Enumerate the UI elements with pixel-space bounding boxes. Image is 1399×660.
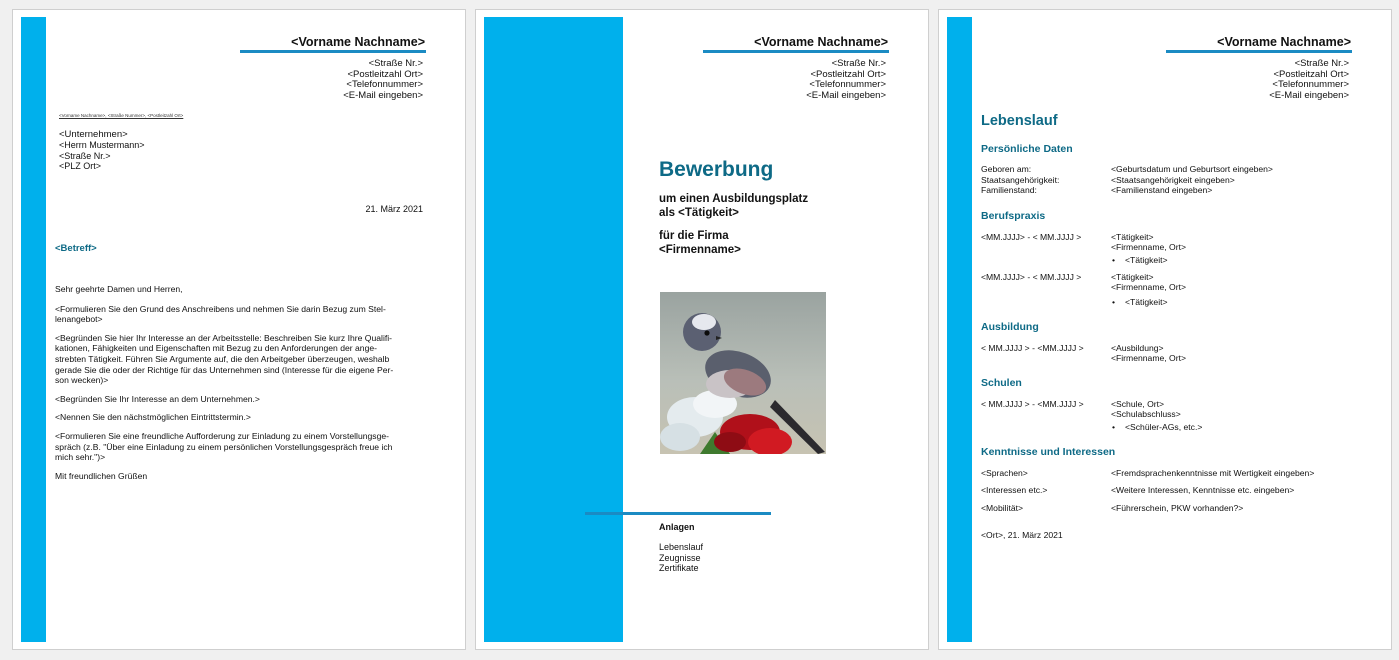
cv-signature-line: <Ort>, 21. März 2021 <box>981 530 1063 540</box>
recipient-block <box>59 130 145 172</box>
page-cover-letter <box>12 9 466 650</box>
postal-city: <Postleitzahl Ort> <box>347 68 423 80</box>
experience-title: <Tätigkeit> <box>1111 232 1154 242</box>
experience-bullet: • <Tätigkeit> <box>1125 255 1168 265</box>
skills-label: <Interessen etc.> <box>981 485 1048 495</box>
phone: <Telefonnummer> <box>809 79 886 90</box>
paragraph: <Begründen Sie hier Ihr Interesse an der Arbeitsstelle: Beschreiben Sie kurz Ihre Qualifi- kationen, Fähigkeiten und Eigenschaften mit Bezug zu den Anforderungen der ange- strebten Tätigkeit. Führen Sie Argumente auf, die den Arbeitgeber überzeugen, weshalb gerade Sie die oder der Richtige für das Unternehmen sind (Interesse für die eigene Per- son wecken)> <box>55 332 394 386</box>
paragraph: <Begründen Sie Ihr Interesse an dem Unternehmen.> <box>55 393 260 404</box>
education-place: <Firmenname, Ort> <box>1111 353 1186 363</box>
section-personal-heading: Persönliche Daten <box>981 143 1073 155</box>
section-education-heading: Ausbildung <box>981 321 1039 333</box>
header-rule <box>240 50 426 53</box>
email: <E-Mail eingeben> <box>806 89 886 101</box>
education-title: <Ausbildung> <box>1111 343 1164 353</box>
attachments-rule <box>585 512 771 515</box>
cover-title: Bewerbung <box>659 158 774 181</box>
letter-body <box>55 284 430 489</box>
attachment-item: Zeugnisse <box>659 552 701 563</box>
recipient-street: <Straße Nr.> <box>59 150 111 161</box>
section-experience-heading: Berufspraxis <box>981 210 1046 222</box>
header-rule <box>703 50 889 53</box>
school-bullet: • <Schüler-AGs, etc.> <box>1125 422 1202 432</box>
attachment-item: Zertifikate <box>659 563 699 573</box>
experience-bullet: • <Tätigkeit> <box>1125 297 1168 307</box>
experience-place: <Firmenname, Ort> <box>1111 282 1186 292</box>
blue-stripe <box>947 17 972 642</box>
postal-city: <Postleitzahl Ort> <box>1273 68 1349 80</box>
skills-label: <Sprachen> <box>981 468 1028 478</box>
page-cover-sheet <box>475 9 929 650</box>
paragraph: <Formulieren Sie den Grund des Anschreibens und nehmen Sie darin Bezug zum Stel- lenangebot> <box>55 303 386 325</box>
header-name: <Vorname Nachname> <box>291 35 425 49</box>
personal-value: <Geburtsdatum und Geburtsort eingeben> <box>1111 164 1273 174</box>
subject: <Betreff> <box>55 243 97 254</box>
header-address <box>343 59 423 101</box>
blue-stripe <box>484 17 623 642</box>
header-name: <Vorname Nachname> <box>1217 35 1351 49</box>
skills-value: <Weitere Interessen, Kenntnisse etc. eingeben> <box>1111 485 1295 495</box>
personal-label: Familienstand: <box>981 185 1037 195</box>
personal-label: Staatsangehörigkeit: <box>981 175 1060 185</box>
skills-value: <Führerschein, PKW vorhanden?> <box>1111 503 1244 513</box>
personal-value: <Familienstand eingeben> <box>1111 185 1213 195</box>
paragraph: <Nennen Sie den nächstmöglichen Eintrittstermin.> <box>55 412 251 423</box>
skills-value: <Fremdsprachenkenntnisse mit Wertigkeit eingeben> <box>1111 468 1315 478</box>
paragraph: <Formulieren Sie eine freundliche Aufforderung zur Einladung zu einem Vorstellungsge- spräch (z.B. "Über eine Einladung zu einem persönlichen Vorstellungsgespräch freue ich mich sehr.")> <box>55 430 393 463</box>
experience-title: <Tätigkeit> <box>1111 272 1154 282</box>
closing: Mit freundlichen Grüßen <box>55 470 148 481</box>
experience-period: <MM.JJJJ> - < MM.JJJJ > <box>981 272 1082 282</box>
phone: <Telefonnummer> <box>346 79 423 90</box>
cover-firm: für die Firma <Firmenname> <box>659 230 741 256</box>
education-period: < MM.JJJJ > - <MM.JJJJ > <box>981 343 1084 353</box>
bird-photo <box>660 292 826 454</box>
recipient-company: <Unternehmen> <box>59 129 128 140</box>
street: <Straße Nr.> <box>1294 58 1349 69</box>
section-schools-heading: Schulen <box>981 377 1022 389</box>
school-degree: <Schulabschluss> <box>1111 409 1181 419</box>
email: <E-Mail eingeben> <box>343 89 423 101</box>
street: <Straße Nr.> <box>831 58 886 69</box>
sender-line: <Vorname Nachname>, <Straße Nummer>, <Postleitzahl Ort> <box>59 113 184 118</box>
blue-stripe <box>21 17 46 642</box>
cover-subtitle: um einen Ausbildungsplatz als <Tätigkeit> <box>659 193 809 219</box>
attachments-heading: Anlagen <box>659 522 695 532</box>
skills-label: <Mobilität> <box>981 503 1024 513</box>
school-title: <Schule, Ort> <box>1111 399 1165 409</box>
section-skills-heading: Kenntnisse und Interessen <box>981 446 1116 458</box>
header-name: <Vorname Nachname> <box>754 35 888 49</box>
postal-city: <Postleitzahl Ort> <box>810 68 886 80</box>
attachment-item: Lebenslauf <box>659 542 704 552</box>
personal-value: <Staatsangehörigkeit eingeben> <box>1111 175 1235 185</box>
header-rule <box>1166 50 1352 53</box>
email: <E-Mail eingeben> <box>1269 89 1349 101</box>
street: <Straße Nr.> <box>368 58 423 69</box>
cv-title: Lebenslauf <box>981 113 1058 129</box>
phone: <Telefonnummer> <box>1272 79 1349 90</box>
experience-place: <Firmenname, Ort> <box>1111 242 1186 252</box>
personal-label: Geboren am: <box>981 164 1032 174</box>
header-address <box>1269 59 1349 101</box>
page-cv <box>938 9 1392 650</box>
school-period: < MM.JJJJ > - <MM.JJJJ > <box>981 399 1084 409</box>
recipient-person: <Herrn Mustermann> <box>59 140 145 151</box>
recipient-city: <PLZ Ort> <box>59 161 102 172</box>
salutation: Sehr geehrte Damen und Herren, <box>55 284 183 294</box>
experience-period: <MM.JJJJ> - < MM.JJJJ > <box>981 232 1082 242</box>
header-address <box>806 59 886 101</box>
attachments-list <box>659 542 703 574</box>
letter-date: 21. März 2021 <box>365 204 423 214</box>
